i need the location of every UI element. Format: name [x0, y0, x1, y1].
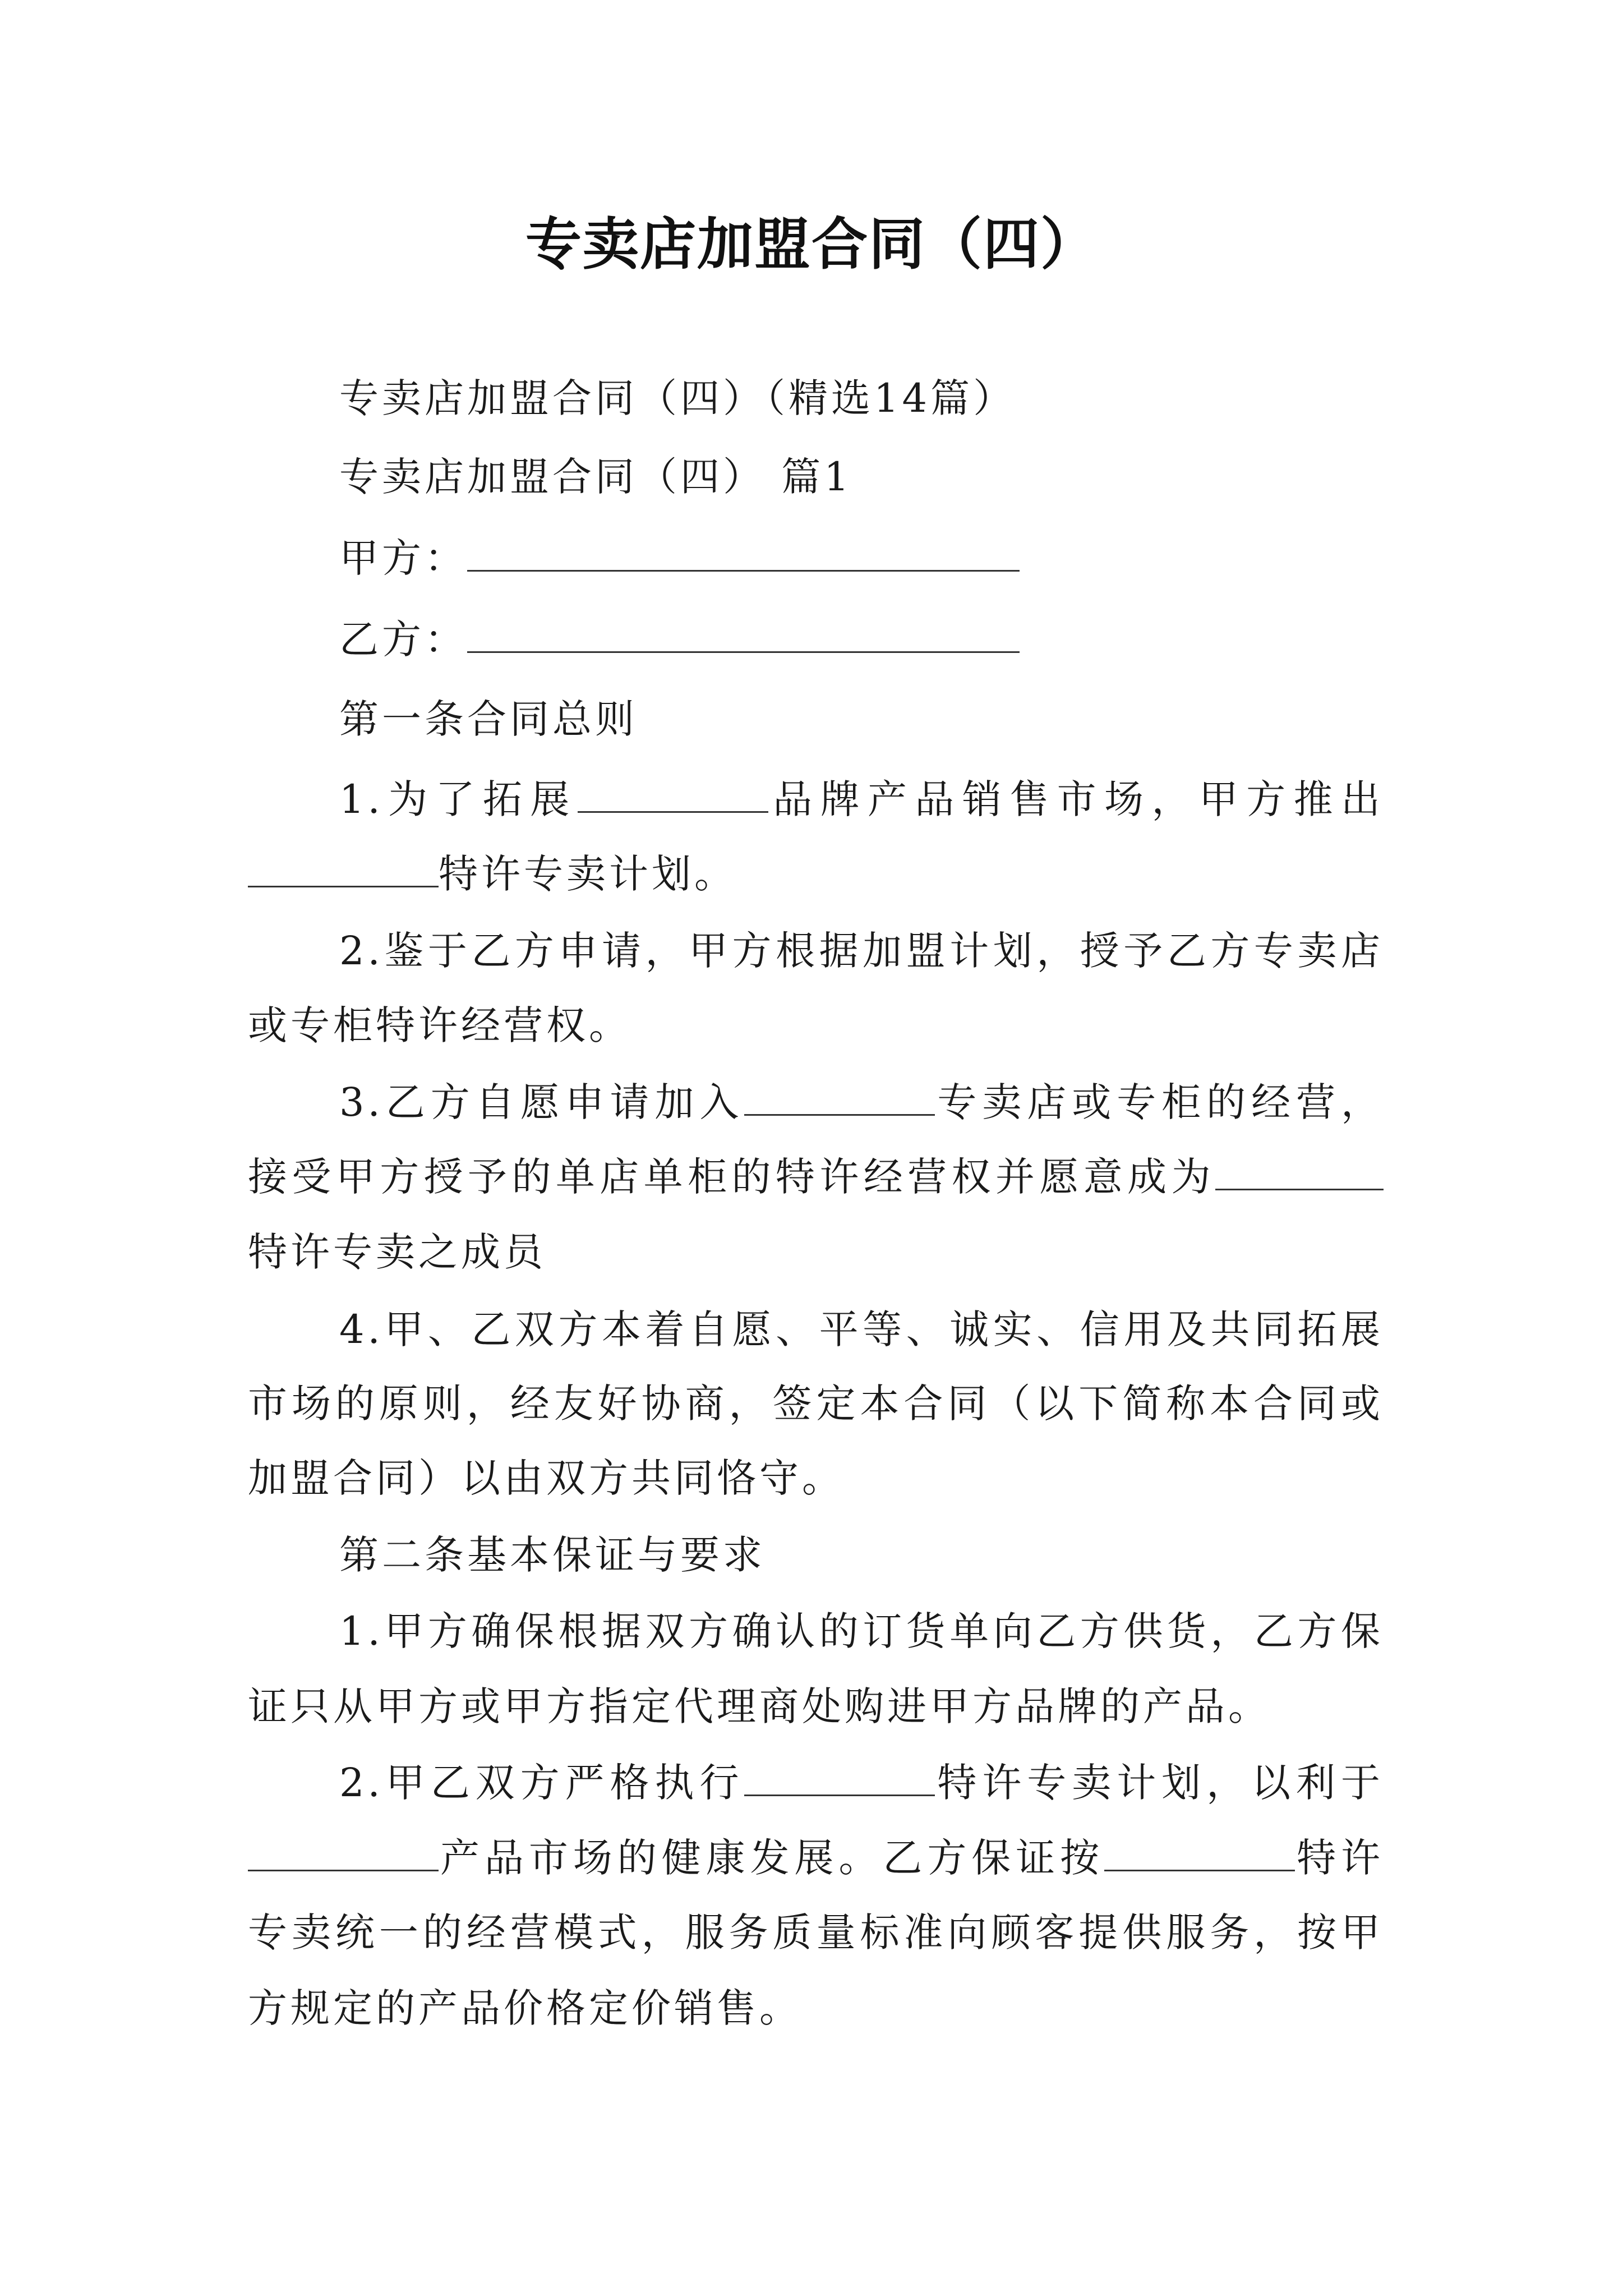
- a1-p3-text-post: 专卖店或专柜的经营，: [935, 1079, 1384, 1125]
- a2-p1-line2: 证只从甲方或甲方指定代理商处购进甲方品牌的产品。: [248, 1683, 1271, 1729]
- a1-p4-line2: 市场的原则，经友好协商，签定本合同（以下简称本合同或: [248, 1381, 1384, 1427]
- party-b-blank[interactable]: [467, 616, 1020, 653]
- a1-p1-text-post: 品牌产品销售市场，甲方推出: [768, 776, 1384, 822]
- brand-blank-5[interactable]: [744, 1759, 935, 1796]
- part-heading: 专卖店加盟合同（四） 篇1: [339, 454, 852, 500]
- a2-p2-text-post: 特许专卖计划，以利于: [935, 1760, 1384, 1806]
- a1-p3-line2-text: 接受甲方授予的单店单柜的特许经营权并愿意成为: [248, 1154, 1215, 1200]
- a1-p2-line1: 2.鉴于乙方申请，甲方根据加盟计划，授予乙方专卖店: [339, 928, 1384, 974]
- brand-blank-6[interactable]: [248, 1834, 439, 1871]
- article-2-heading: 第二条基本保证与要求: [339, 1532, 766, 1578]
- party-b-line: [339, 611, 1384, 668]
- brand-blank-4[interactable]: [1215, 1153, 1384, 1190]
- brand-blank-2[interactable]: [248, 850, 439, 887]
- a2-p2-line4: 方规定的产品价格定价销售。: [248, 1985, 802, 2031]
- party-a-label: 甲方：: [339, 535, 467, 581]
- a2-p2-text-pre: 2.甲乙双方严格执行: [339, 1760, 745, 1806]
- party-a-line: [339, 530, 1384, 586]
- a1-p2-line2: 或专柜特许经营权。: [248, 1002, 631, 1048]
- a1-p1-text-pre: 1.为了拓展: [339, 776, 578, 822]
- a1-p1-line2-text: 特许专卖计划。: [439, 851, 737, 897]
- a1-p3-text-pre: 3.乙方自愿申请加入: [339, 1079, 745, 1125]
- a2-p1-line1: 1.甲方确保根据双方确认的订货单向乙方供货，乙方保: [339, 1608, 1384, 1654]
- a2-p2-line3: 专卖统一的经营模式，服务质量标准向顾客提供服务，按甲: [248, 1910, 1384, 1955]
- a1-p1-line1: [339, 771, 1384, 827]
- brand-blank-7[interactable]: [1104, 1834, 1295, 1871]
- a1-p4-line3: 加盟合同）以由双方共同恪守。: [248, 1455, 845, 1501]
- a2-p2-line1: [339, 1755, 1384, 1811]
- document-title: 专卖店加盟合同（四）: [525, 211, 1098, 277]
- a2-p2-line2-text: 产品市场的健康发展。乙方保证按: [439, 1835, 1105, 1881]
- a2-p2-line2: [248, 1830, 1384, 1886]
- a1-p3-line2: [248, 1149, 1384, 1205]
- party-b-label: 乙方：: [339, 616, 467, 662]
- party-a-blank[interactable]: [467, 535, 1020, 572]
- a1-p1-line2: [248, 846, 1384, 902]
- brand-blank-1[interactable]: [578, 776, 768, 813]
- article-1-heading: 第一条合同总则: [339, 696, 638, 742]
- a1-p4-line1: 4.甲、乙双方本着自愿、平等、诚实、信用及共同拓展: [339, 1306, 1384, 1352]
- a2-p2-line2-tail: 特许: [1295, 1835, 1384, 1881]
- a1-p3-line1: [339, 1074, 1384, 1130]
- document-subtitle: 专卖店加盟合同（四）（精选14篇）: [339, 375, 1016, 421]
- brand-blank-3[interactable]: [744, 1079, 935, 1116]
- a1-p3-line3: 特许专卖之成员: [248, 1229, 546, 1275]
